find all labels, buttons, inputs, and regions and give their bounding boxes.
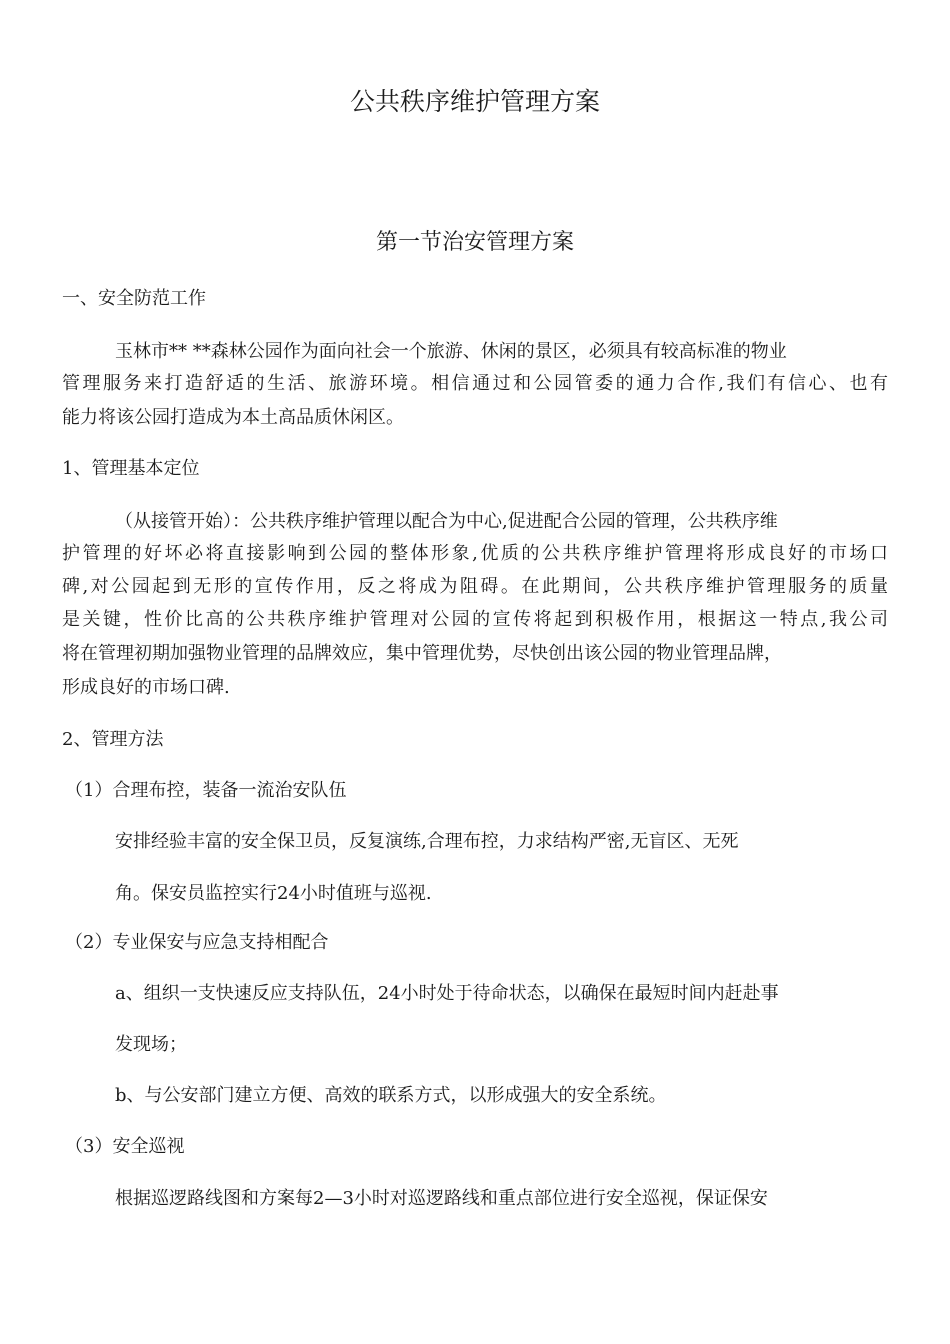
heading-basic-positioning: 1、管理基本定位 (62, 458, 200, 479)
subheading-emergency-support: （2）专业保安与应急支持相配合 (65, 932, 329, 953)
paragraph-line: b、与公安部门建立方便、高效的联系方式，以形成强大的安全系统。 (115, 1085, 667, 1106)
paragraph-line: 根据巡逻路线图和方案每2—3小时对巡逻路线和重点部位进行安全巡视，保证保安 (115, 1188, 768, 1209)
paragraph-line: （从接管开始）：公共秩序维护管理以配合为中心,促进配合公园的管理，公共秩序维 (115, 511, 778, 532)
paragraph-line: 管理服务来打造舒适的生活、旅游环境。相信通过和公园管委的通力合作,我们有信心、也有 (62, 373, 888, 394)
paragraph-line: 玉林市** **森林公园作为面向社会一个旅游、休闲的景区，必须具有较高标准的物业 (115, 341, 787, 362)
paragraph-line: 能力将该公园打造成为本土高品质休闲区。 (62, 407, 404, 428)
paragraph-line: 安排经验丰富的安全保卫员，反复演练,合理布控，力求结构严密,无盲区、无死 (115, 831, 739, 852)
paragraph-line: a、组织一支快速反应支持队伍，24小时处于待命状态，以确保在最短时间内赶赴事 (115, 983, 779, 1004)
section-title: 第一节治安管理方案 (375, 230, 574, 255)
heading-management-methods: 2、管理方法 (62, 729, 164, 750)
paragraph-line: 角。保安员监控实行24小时值班与巡视. (115, 883, 432, 904)
subheading-security-patrol: （3）安全巡视 (65, 1136, 185, 1157)
document-title: 公共秩序维护管理方案 (349, 87, 600, 116)
paragraph-line: 形成良好的市场口碑. (62, 677, 230, 698)
paragraph-line: 护管理的好坏必将直接影响到公园的整体形象,优质的公共秩序维护管理将形成良好的市场口 (62, 543, 888, 564)
heading-security-prevention: 一、安全防范工作 (62, 288, 206, 309)
paragraph-line: 发现场； (115, 1034, 187, 1055)
subheading-deployment: （1）合理布控，装备一流治安队伍 (65, 780, 347, 801)
paragraph-line: 将在管理初期加强物业管理的品牌效应，集中管理优势，尽快创出该公园的物业管理品牌， (62, 643, 782, 664)
paragraph-line: 是关键，性价比高的公共秩序维护管理对公园的宣传将起到积极作用，根据这一特点,我公司 (62, 609, 888, 630)
paragraph-line: 碑,对公园起到无形的宣传作用，反之将成为阻碍。在此期间，公共秩序维护管理服务的质量 (62, 576, 888, 597)
